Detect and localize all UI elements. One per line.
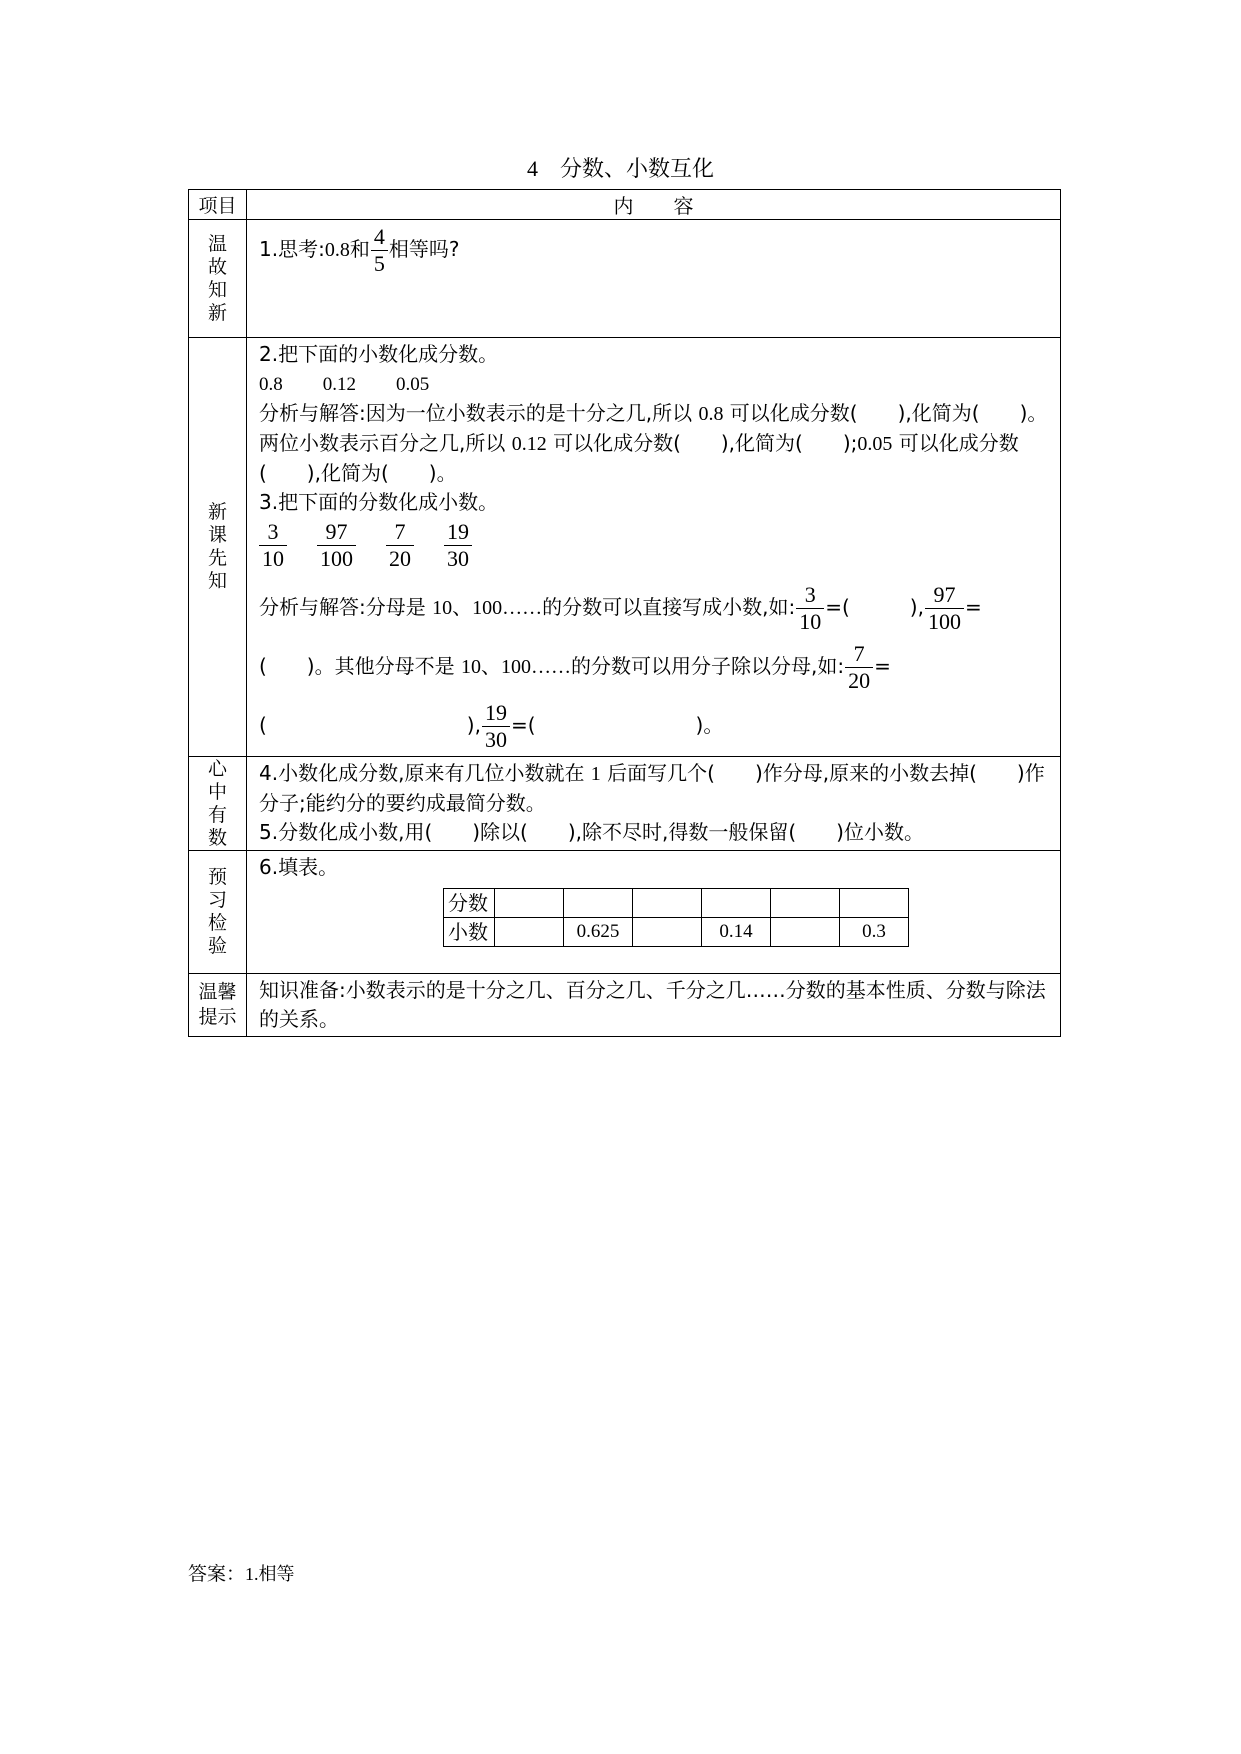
- numerator: 3: [267, 519, 279, 544]
- newlesson-label: 新课先知: [207, 501, 227, 592]
- header-row: [189, 190, 1061, 220]
- q2-value: 0.8: [698, 403, 724, 425]
- q5-text: 5.分数化成小数,用( )除以( ),除不尽时,得数一般保留( )位小数。: [259, 820, 924, 844]
- decimal-list: [259, 369, 1050, 399]
- q1-suffix: 相等吗?: [388, 237, 460, 261]
- decimal-cell[interactable]: [633, 918, 702, 947]
- numerator: 97: [933, 582, 956, 607]
- example-fraction: [482, 700, 510, 753]
- example-fraction: [925, 582, 964, 635]
- fraction-item: [259, 519, 287, 572]
- q2-value: 0.12: [511, 433, 547, 455]
- preview-row: [189, 851, 1061, 974]
- q4-part: 4.小数化成分数,原来有几位小数就在: [259, 761, 591, 785]
- q4-number: 1: [590, 763, 601, 785]
- numerator: 7: [853, 641, 865, 666]
- answer-line: [188, 1559, 295, 1586]
- q3-analysis-text: =( )。其他分母不是: [259, 595, 982, 678]
- denominator: 10: [259, 545, 287, 572]
- q2-analysis-text: 可以化成分数( ),化简为( )。: [259, 431, 1019, 485]
- q4-text: [259, 759, 1050, 818]
- q1-value: 0.8: [324, 239, 350, 261]
- preview-label: 预习检验: [207, 866, 227, 957]
- fraction-cell[interactable]: [771, 889, 840, 918]
- decimal-cell[interactable]: [495, 918, 564, 947]
- fraction-cell[interactable]: [564, 889, 633, 918]
- q4-part: 后面写几个( )作分母,原来的小数去掉( )作分子;能约分的要约成最简分数。: [259, 761, 1045, 815]
- mind-label: 心中有数: [207, 757, 227, 849]
- tips-content: 知识准备:小数表示的是十分之几、百分之几、千分之几……分数的基本性质、分数与除法的关系。: [247, 974, 1061, 1037]
- fraction-cell[interactable]: [840, 889, 909, 918]
- header-item: 项目: [189, 190, 247, 220]
- tips-row: [189, 974, 1061, 1037]
- preview-content: [247, 851, 1061, 974]
- review-row: [189, 220, 1061, 338]
- decimal-cell: 0.3: [840, 918, 909, 947]
- decimal-item: 0.8: [259, 374, 283, 395]
- numerator: 3: [804, 582, 816, 607]
- mind-row: [189, 757, 1061, 851]
- numerator: 19: [447, 519, 469, 544]
- fill-table: [443, 888, 909, 947]
- lesson-title: 分数、小数互化: [559, 157, 714, 182]
- q3-analysis-text: =( ),: [259, 654, 891, 737]
- denominator: 20: [845, 667, 873, 694]
- denominator: 30: [482, 726, 510, 753]
- q3-analysis-text: 的分数可以用分子除以分母,如:: [570, 654, 845, 678]
- q6-title: 6.填表。: [259, 855, 339, 879]
- q2-analysis: [259, 399, 1050, 488]
- q1-fraction: [371, 224, 388, 277]
- lesson-number: 4: [526, 156, 538, 181]
- q1-denominator: 5: [371, 250, 388, 277]
- example-fraction: [796, 582, 824, 635]
- q2-analysis-text: 可以化成分数( ),化简为( );: [546, 431, 858, 455]
- tips-label: 温馨提示: [198, 981, 237, 1028]
- denominator: 10: [796, 608, 824, 635]
- q3-analysis-text: =( )。: [510, 713, 724, 737]
- q3-title: 3.把下面的分数化成小数。: [259, 490, 499, 514]
- fraction-item: [386, 519, 414, 572]
- review-content: [247, 220, 1061, 338]
- q2-analysis-text: 分析与解答:因为一位小数表示的是十分之几,所以: [259, 401, 699, 425]
- denominator: 100: [317, 545, 356, 572]
- q2-title: 2.把下面的小数化成分数。: [259, 342, 499, 366]
- q3-analysis-text: 的分数可以直接写成小数,如:: [542, 595, 796, 619]
- q1-prefix: 1.思考:: [259, 237, 325, 261]
- q2-analysis-text: 可以化成分数( ),化简为( )。两位小数表示百分之几,所以: [259, 401, 1048, 455]
- q2-value: 0.05: [857, 433, 893, 455]
- q3-analysis-text: =( ),: [825, 595, 924, 619]
- q3-analysis-text: 分析与解答:分母是: [259, 595, 433, 619]
- q3-number: 10、100……: [460, 656, 571, 678]
- q1-numerator: 4: [373, 224, 385, 249]
- example-fraction: [845, 641, 873, 694]
- fraction-row: [444, 889, 909, 918]
- q3-analysis: [259, 578, 1050, 754]
- fraction-cell[interactable]: [702, 889, 771, 918]
- q3-number: 10、100……: [432, 597, 543, 619]
- fraction-cell[interactable]: [633, 889, 702, 918]
- denominator: 20: [386, 545, 414, 572]
- numerator: 7: [394, 519, 406, 544]
- decimal-cell: 0.625: [564, 918, 633, 947]
- decimal-cell: 0.14: [702, 918, 771, 947]
- decimal-cell[interactable]: [771, 918, 840, 947]
- decimal-item: 0.05: [396, 374, 430, 395]
- decimal-row-label: 小数: [444, 918, 495, 947]
- newlesson-row: [189, 338, 1061, 757]
- denominator: 100: [925, 608, 964, 635]
- newlesson-content: [247, 338, 1061, 757]
- q1-mid: 和: [349, 237, 370, 261]
- decimal-row: [444, 918, 909, 947]
- numerator: 97: [325, 519, 348, 544]
- lesson-table: [188, 189, 1061, 1037]
- header-content: 内 容: [247, 190, 1061, 220]
- page-title: [0, 152, 1241, 183]
- fraction-row-label: 分数: [444, 889, 495, 918]
- decimal-item: 0.12: [322, 374, 356, 395]
- mind-content: [247, 757, 1061, 851]
- fraction-cell[interactable]: [495, 889, 564, 918]
- answer-label: 答案：: [188, 1563, 246, 1585]
- fraction-item: [317, 519, 356, 572]
- denominator: 30: [444, 545, 472, 572]
- answer-text: 1.相等: [245, 1564, 295, 1584]
- numerator: 19: [484, 700, 507, 725]
- review-label: 温故知新: [207, 232, 227, 324]
- fraction-list: [259, 519, 1050, 572]
- fraction-item: [444, 519, 472, 572]
